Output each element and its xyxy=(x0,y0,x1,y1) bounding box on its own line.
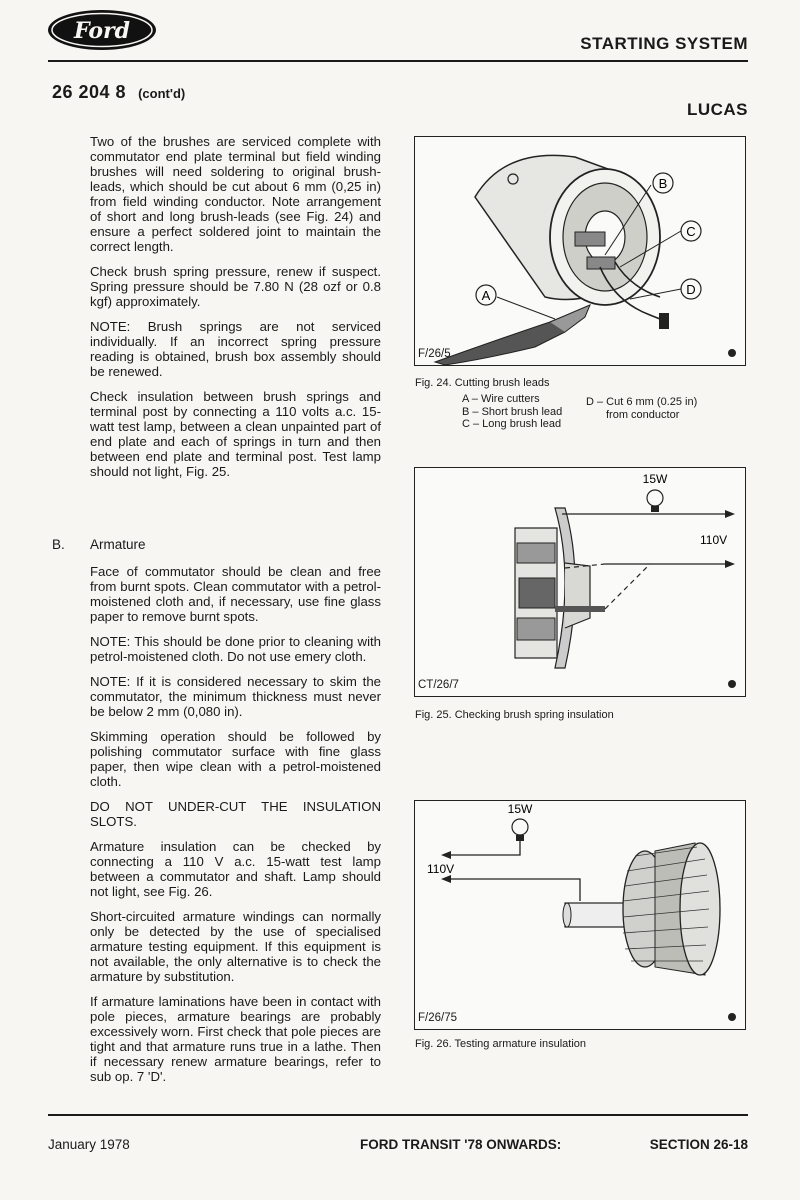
operation-number: 26 204 8 xyxy=(52,82,127,102)
paragraph: Short-circuited armature windings can normally only be detected by the use of specialised armature testing equipment. If this equipment is not available, the only alternative is to check the armature by substitution. xyxy=(90,909,381,984)
paragraph: Armature insulation can be checked by connecting a 110 V a.c. 15-watt test lamp between a commutator and shaft. Lamp should not light, see Fig. 26. xyxy=(90,839,381,899)
corner-mark-icon xyxy=(728,349,736,357)
figure-26-armature-insulation xyxy=(414,800,746,1030)
figure-reference: F/26/75 xyxy=(418,1012,457,1024)
lamp-label: 15W xyxy=(642,472,668,486)
corner-mark-icon xyxy=(728,680,736,688)
callout-b xyxy=(653,173,673,193)
footer-section: SECTION 26-18 xyxy=(649,1137,748,1152)
paragraph: Two of the brushes are serviced complete with commutator end plate terminal but field winding brushes will need soldering to original brush-leads, which should be cut about 6 mm (0,25 in) from field winding conductor. Note arrangement of short and long brush-leads (see Fig. 24) and ensure a perfect soldered joint to maintain the correct length. xyxy=(90,134,381,254)
legend-item: C – Long brush lead xyxy=(462,418,562,430)
figure-24-legend-left xyxy=(462,393,562,431)
svg-text:A: A xyxy=(481,288,491,303)
paragraph: Face of commutator should be clean and free from burnt spots. Clean commutator with a petrol-moistened cloth and, if necessary, use fine glass paper to remove burnt spots. xyxy=(90,564,381,624)
paragraph: Check brush spring pressure, renew if suspect. Spring pressure should be 7.80 N (28 ozf or 0.8 kgf) approximately. xyxy=(90,264,381,309)
figure-26-caption: Fig. 26. Testing armature insulation xyxy=(415,1038,586,1050)
section-title: STARTING SYSTEM xyxy=(580,34,748,53)
paragraph: NOTE: Brush springs are not serviced individually. If an incorrect spring pressure reading is obtained, brush box assembly should be renewed. xyxy=(90,319,381,379)
legend-item: A – Wire cutters xyxy=(462,393,540,405)
lamp-label: 15W xyxy=(507,802,533,816)
ford-logo xyxy=(46,8,158,52)
paragraph: Check insulation between brush springs and terminal post by connecting a 110 volts a.c. 15-watt test lamp, between a clean unpainted part of end plate and each of springs in turn and then between end plate and terminal post. Test lamp should not light, Fig. 25. xyxy=(90,389,381,479)
paragraph: If armature laminations have been in contact with pole pieces, armature bearings are probably excessively worn. First check that pole pieces are tight and that armature runs true in a lathe. Then if necessary renew armature bearings, refer to sub op. 7 'D'. xyxy=(90,994,381,1084)
callout-a xyxy=(476,285,496,305)
figure-24-caption: Fig. 24. Cutting brush leads xyxy=(415,377,550,389)
voltage-label: 110V xyxy=(700,533,728,547)
subsection-letter: B. xyxy=(52,537,65,552)
legend-item: B – Short brush lead xyxy=(462,405,563,418)
footer-rule xyxy=(48,1114,748,1116)
callout-d xyxy=(681,279,701,299)
figure-25-brush-spring-insulation xyxy=(414,467,746,697)
figure-24-legend-right xyxy=(586,396,697,421)
svg-text:C: C xyxy=(686,224,696,239)
figure-24-cutting-brush-leads xyxy=(414,136,746,366)
footer-date: January 1978 xyxy=(48,1137,130,1152)
operation-suffix: (cont'd) xyxy=(138,86,186,101)
spring-insulation-circuit xyxy=(415,468,745,696)
armature-test-circuit xyxy=(415,801,745,1029)
make-label: LUCAS xyxy=(686,100,748,119)
operation-reference xyxy=(52,82,185,103)
header-rule xyxy=(48,60,748,62)
brush-lead-illustration xyxy=(415,137,745,365)
callout-c xyxy=(681,221,701,241)
figure-reference: F/26/5 xyxy=(418,348,451,360)
corner-mark-icon xyxy=(728,1013,736,1021)
body-text-part-a xyxy=(90,134,381,489)
subsection-title: Armature xyxy=(90,537,146,552)
figure-25-caption: Fig. 25. Checking brush spring insulation xyxy=(415,709,614,721)
paragraph: Skimming operation should be followed by polishing commutator surface with fine glass paper, then wipe clean with a petrol-moistened cloth. xyxy=(90,729,381,789)
voltage-label: 110V xyxy=(427,862,455,876)
svg-text:B: B xyxy=(658,176,668,191)
body-text-part-b xyxy=(90,564,381,1094)
svg-text:D: D xyxy=(686,282,696,297)
figure-reference: CT/26/7 xyxy=(418,679,459,691)
footer-model: FORD TRANSIT '78 ONWARDS: xyxy=(360,1137,562,1152)
ford-logo-text: Ford xyxy=(73,18,131,44)
paragraph: NOTE: If it is considered necessary to skim the commutator, the minimum thickness must never be below 2 mm (0,080 in). xyxy=(90,674,381,719)
paragraph: NOTE: This should be done prior to cleaning with petrol-moistened cloth. Do not use emery cloth. xyxy=(90,634,381,664)
paragraph: DO NOT UNDER-CUT THE INSULATION SLOTS. xyxy=(90,799,381,829)
legend-item: D – Cut 6 mm (0.25 in) xyxy=(586,396,698,408)
legend-item: from conductor xyxy=(606,408,680,421)
